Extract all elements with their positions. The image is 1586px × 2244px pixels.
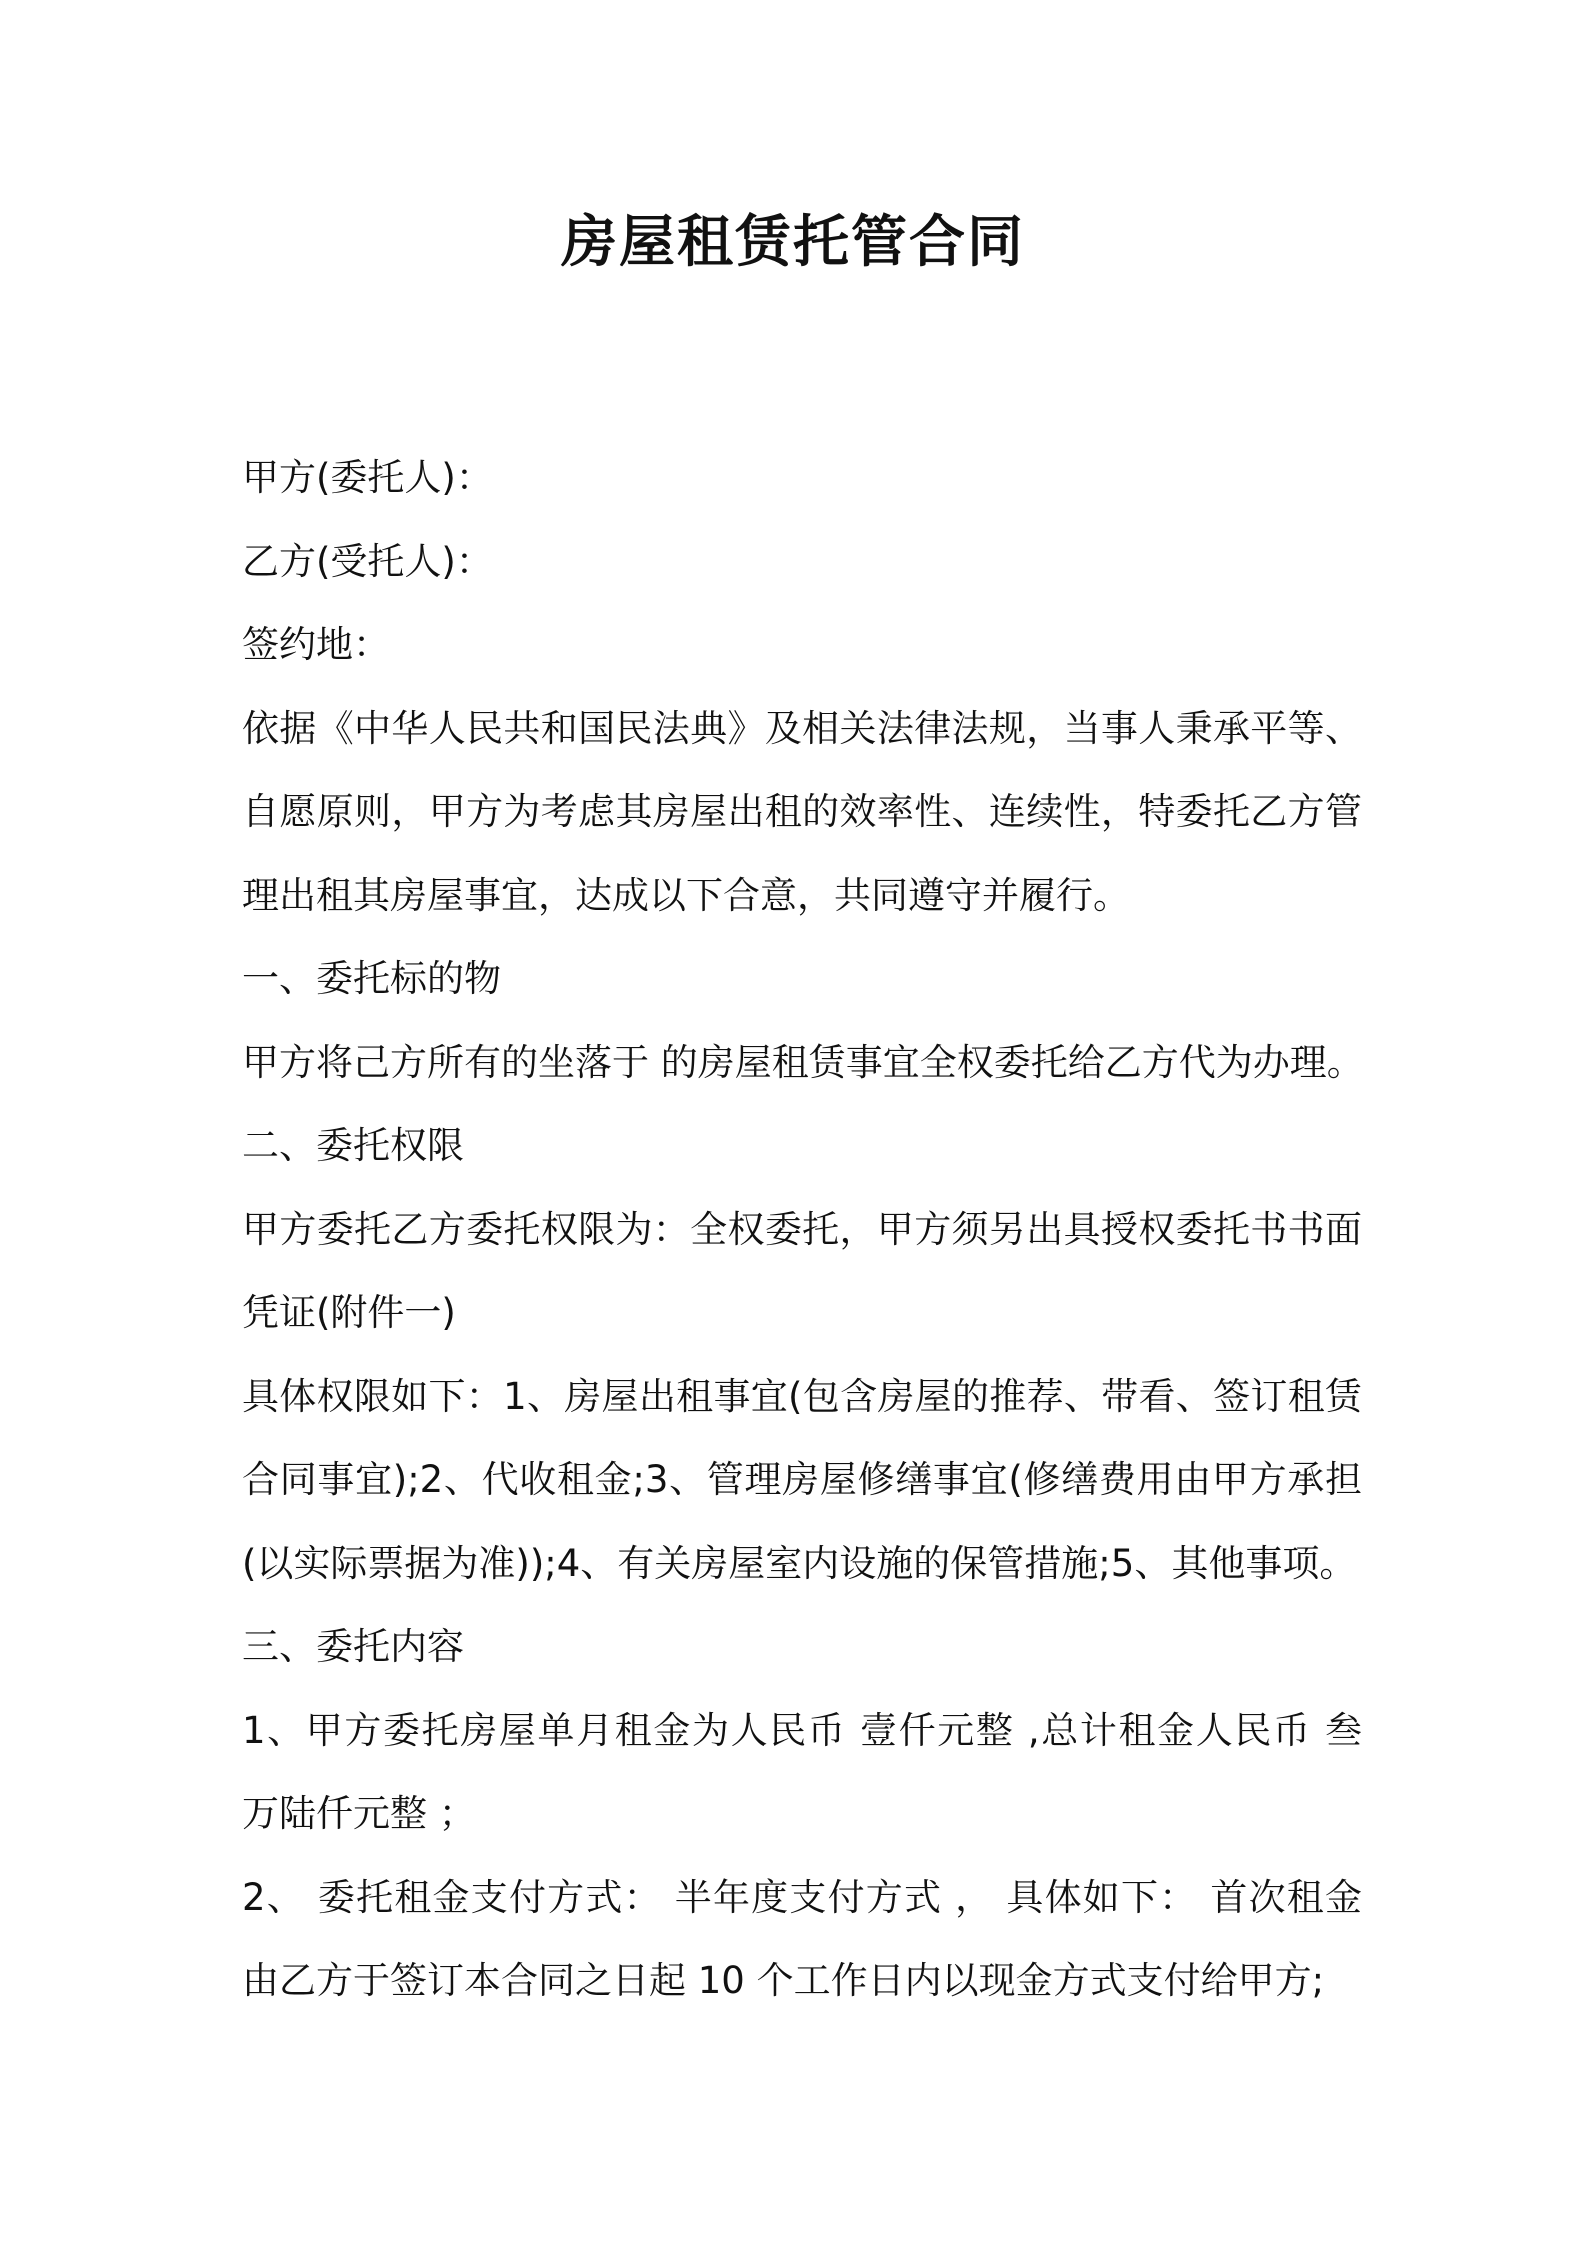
authority-text-line-1: 甲方委托乙方委托权限为：全权委托，甲方须另出具授权委托书书面 [242,1207,1362,1251]
authority-details-line-2: 合同事宜);2、代收租金;3、管理房屋修缮事宜(修缮费用由甲方承担 [242,1458,1362,1501]
authority-details-line-1: 具体权限如下：1、房屋出租事宜(包含房屋的推荐、带看、签订租赁 [242,1374,1362,1418]
content-item-1-line-2: 万陆仟元整 ； [242,1792,476,1835]
subject-text: 甲方将己方所有的坐落于 的房屋租赁事宜全权委托给乙方代为办理。 [242,1040,1364,1084]
content-item-1-line-1: 1、甲方委托房屋单月租金为人民币 壹仟元整 ,总计租金人民币 叁 [242,1708,1362,1752]
section-heading-authority: 二、委托权限 [242,1124,464,1167]
preamble-line-3: 理出租其房屋事宜，达成以下合意，共同遵守并履行。 [242,873,1130,917]
authority-text-line-2: 凭证(附件一) [242,1291,456,1334]
party-b-line: 乙方(受托人)： [242,539,493,583]
content-item-2-line-1: 2、 委托租金支付方式： 半年度支付方式 ， 具体如下： 首次租金 [242,1875,1362,1919]
signing-place-line: 签约地： [242,623,390,666]
section-heading-content: 三、委托内容 [242,1625,464,1668]
preamble-line-2: 自愿原则，甲方为考虑其房屋出租的效率性、连续性，特委托乙方管 [242,790,1362,833]
document-title: 房屋租赁托管合同 [561,210,1025,275]
content-item-2-line-2: 由乙方于签订本合同之日起 10 个工作日内以现金方式支付给甲方; [242,1959,1325,2002]
party-a-line: 甲方(委托人)： [242,456,493,499]
section-heading-subject: 一、委托标的物 [242,957,501,1000]
authority-details-line-3: (以实际票据为准));4、有关房屋室内设施的保管措施;5、其他事项。 [242,1541,1357,1585]
preamble-line-1: 依据《中华人民共和国民法典》及相关法律法规，当事人秉承平等、 [242,706,1362,750]
document-body [242,436,1362,2023]
